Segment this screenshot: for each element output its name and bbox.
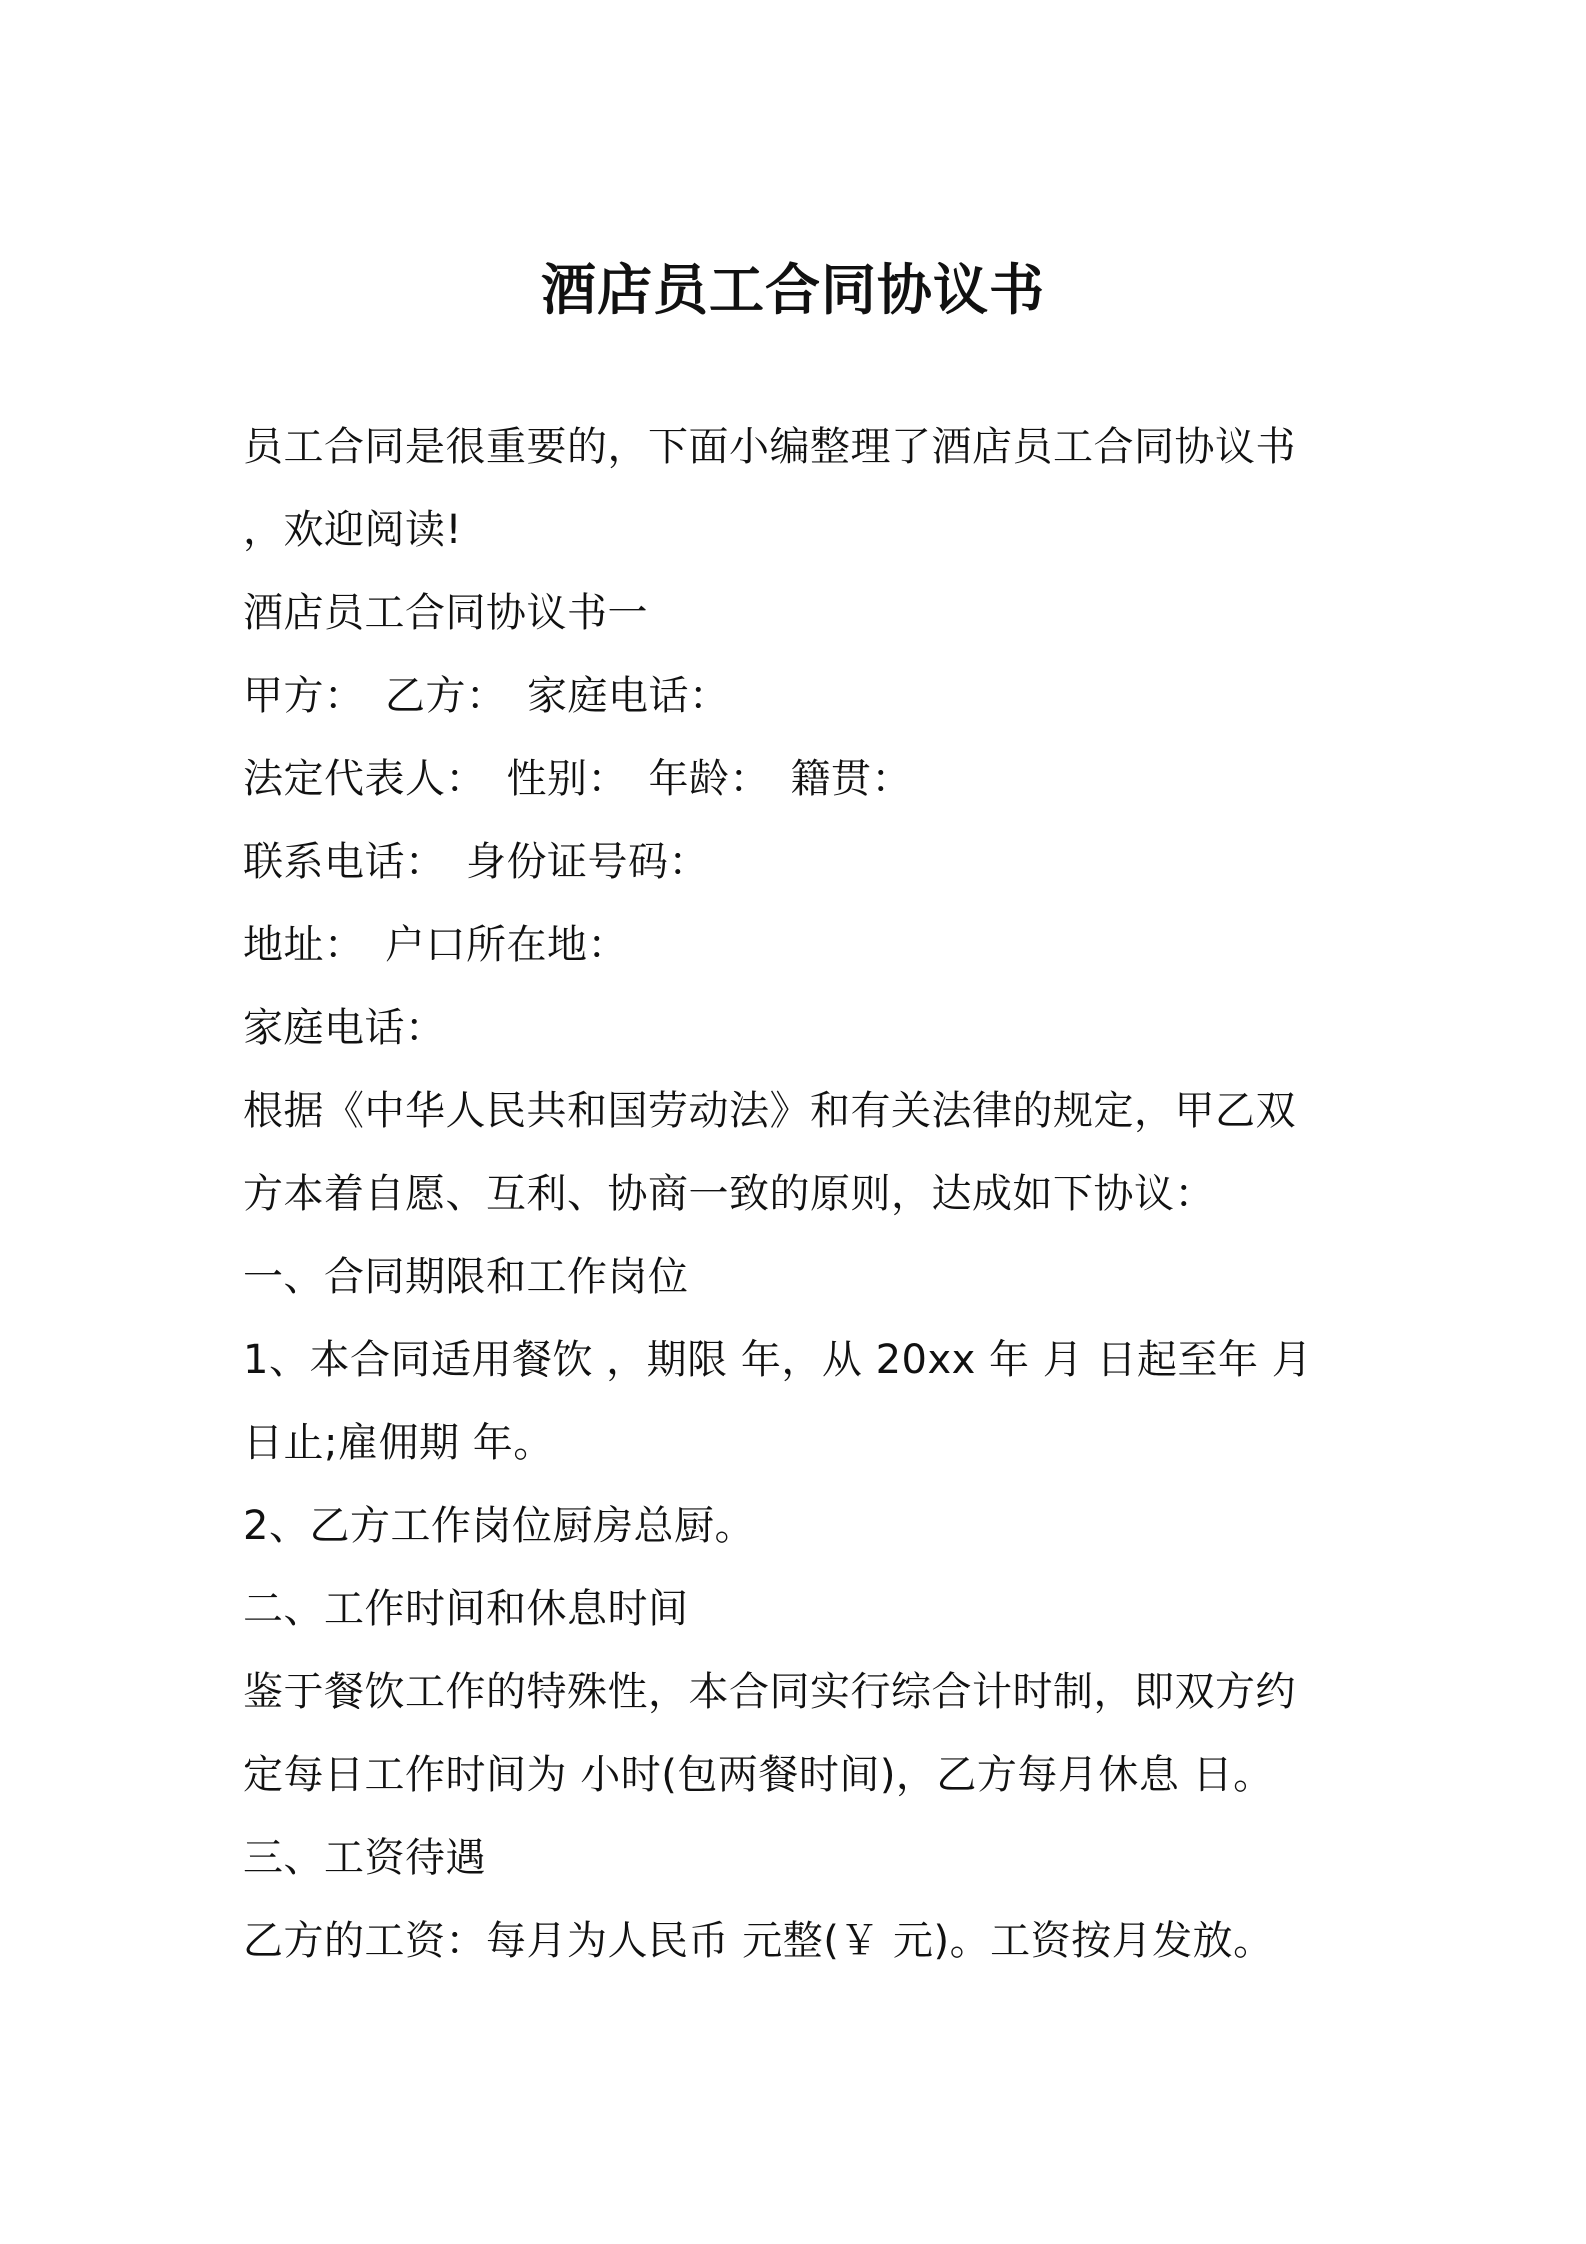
document-body <box>243 406 1353 1983</box>
paragraph-line: 方本着自愿、互利、协商一致的原则，达成如下协议： <box>243 1171 1215 1217</box>
document-title: 酒店员工合同协议书 <box>540 258 1045 322</box>
address-fields-line: 地址： 户口所在地： <box>243 922 628 968</box>
paragraph-line: 根据《中华人民共和国劳动法》和有关法律的规定，甲乙双 <box>243 1088 1296 1134</box>
clause-line: 乙方的工资：每月为人民币 元整(￥ 元)。工资按月发放。 <box>243 1918 1274 1964</box>
home-phone-field-line: 家庭电话： <box>243 1005 446 1051</box>
clause-line: 1、本合同适用餐饮 ，期限 年，从 20xx 年 月 日起至年 月 <box>243 1337 1313 1383</box>
contact-fields-line: 联系电话： 身份证号码： <box>243 839 709 885</box>
clause-heading: 三、工资待遇 <box>243 1835 486 1881</box>
paragraph-line: ，欢迎阅读! <box>243 507 463 553</box>
clause-heading: 一、合同期限和工作岗位 <box>243 1254 689 1300</box>
clause-line: 2、乙方工作岗位厨房总厨。 <box>243 1503 755 1549</box>
section-heading: 酒店员工合同协议书一 <box>243 590 648 636</box>
clause-line: 鉴于餐饮工作的特殊性，本合同实行综合计时制，即双方约 <box>243 1669 1296 1715</box>
representative-fields-line: 法定代表人： 性别： 年龄： 籍贯： <box>243 756 912 802</box>
clause-heading: 二、工作时间和休息时间 <box>243 1586 689 1632</box>
paragraph-line: 员工合同是很重要的，下面小编整理了酒店员工合同协议书 <box>243 424 1296 470</box>
party-fields-line: 甲方： 乙方： 家庭电话： <box>243 673 730 719</box>
clause-line: 定每日工作时间为 小时(包两餐时间)，乙方每月休息 日。 <box>243 1752 1274 1798</box>
clause-line: 日止;雇佣期 年。 <box>243 1420 554 1466</box>
